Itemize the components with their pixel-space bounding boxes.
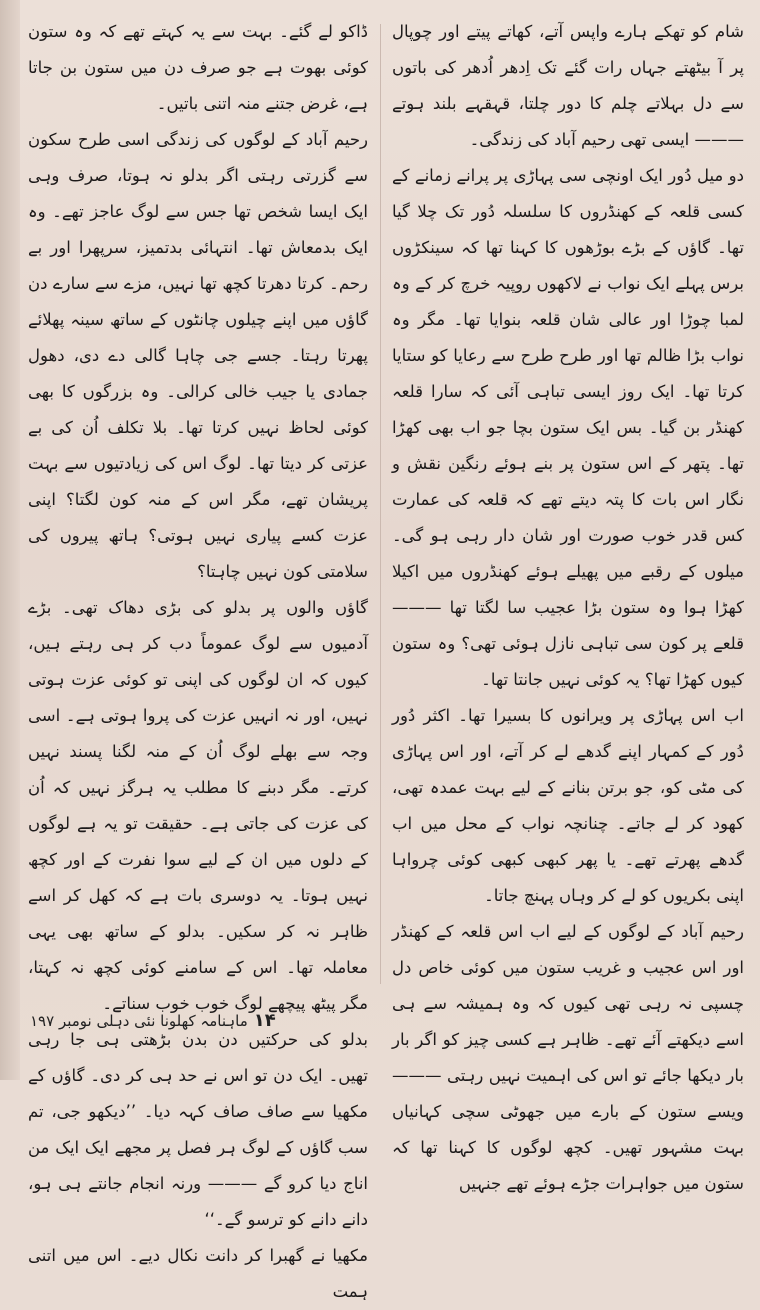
paragraph: شام کو تھکے ہارے واپس آتے، کھاتے پیتے اور چوپال پر آ بیٹھتے جہاں رات گئے تک اِدھر اُدھر کی باتوں سے دل بہلاتے چلم کا دور چلتا، قہقہے بلند ہوتے ——— ایسی تھی رحیم آباد کی زندگی۔ [392, 22, 744, 149]
issue-line: ماہنامہ کھلونا نئی دہلی نومبر ۱۹۷ [30, 1012, 248, 1030]
paragraph: گاؤں والوں پر بدلو کی بڑی دھاک تھی۔ بڑے آدمیوں سے لوگ عموماً دب کر ہی رہتے ہیں، کیوں کہ ان لوگوں کی اپنی تو کوئی عزت ہوتی نہیں، اور نہ انہیں عزت کی پروا ہوتی ہے۔ اسی وجہ سے بھلے لوگ اُن کے منہ لگنا پسند نہیں کرتے۔ مگر دبنے کا مطلب یہ ہرگز نہیں کہ اُن کی عزت کی جاتی ہے۔ حقیقت تو یہ ہے لوگوں کے دلوں میں ان کے لیے سوا نفرت کے اور کچھ نہیں ہوتا۔ یہ دوسری بات ہے کہ کھل کر اسے ظاہر نہ کر سکیں۔ بدلو کے ساتھ بھی یہی معاملہ تھا۔ اس کے سامنے کوئی کچھ نہ کہتا، مگر پیٹھ پیچھے لوگ خوب خوب سناتے۔ [28, 598, 368, 1013]
paragraph: ڈاکو لے گئے۔ بہت سے یہ کہتے تھے کہ وہ ستون کوئی بھوت ہے جو صرف دن میں ستون بن جاتا ہے، غرض جتنے منہ اتنی باتیں۔ [28, 22, 368, 113]
paragraph: دو میل دُور ایک اونچی سی پہاڑی پر پرانے زمانے کے کسی قلعہ کے کھنڈروں کا سلسلہ دُور تک چلا گیا تھا۔ گاؤں کے بڑے بوڑھوں کا کہنا تھا کہ سینکڑوں برس پہلے ایک نواب نے لاکھوں روپیہ خرچ کر کے وہ لمبا چوڑا اور عالی شان قلعہ بنوایا تھا۔ مگر وہ نواب بڑا ظالم تھا اور طرح طرح سے رعایا کو ستایا کرتا تھا۔ ایک روز ایسی تباہی آئی کہ سارا قلعہ کھنڈر بن گیا۔ بس ایک ستون بچا جو اب بھی کھڑا تھا۔ پتھر کے اس ستون پر بنے ہوئے رنگین نقش و نگار اس بات کا پتہ دیتے تھے کہ قلعہ کی عمارت کس قدر خوب صورت اور شان دار رہی ہو گی۔ میلوں کے رقبے میں پھیلے ہوئے کھنڈروں میں اکیلا کھڑا ہوا وہ ستون بڑا عجیب سا لگتا تھا ——— قلعے پر کون سی تباہی نازل ہوئی تھی؟ وہ ستون کیوں کھڑا تھا؟ یہ کوئی نہیں جانتا تھا۔ [392, 166, 744, 689]
page-footer [30, 1010, 276, 1031]
column-divider [380, 24, 381, 984]
paragraph: رحیم آباد کے لوگوں کی زندگی اسی طرح سکون سے گزرتی رہتی اگر بدلو نہ ہوتا، صرف وہی ایک ایسا شخص تھا جس سے لوگ عاجز تھے۔ وہ ایک بدمعاش تھا۔ انتہائی بدتمیز، سرپھرا اور بے رحم۔ کرتا دھرتا کچھ تھا نہیں، مزے سے سارے دن گاؤں میں اپنے چیلوں چانٹوں کے ساتھ سینہ پھلائے پھرتا رہتا۔ جسے جی چاہا گالی دے دی، دھول جمادی یا جیب خالی کرالی۔ وہ بزرگوں کا بھی کوئی لحاظ نہیں کرتا تھا۔ بلا تکلف اُن کی بے عزتی کر دیتا تھا۔ لوگ اس کی زیادتیوں سے بہت پریشان تھے، مگر اس کے منہ کون لگتا؟ اپنی عزت کسے پیاری نہیں ہوتی؟ ہاتھ پیروں کی سلامتی کون نہیں چاہتا؟ [28, 130, 368, 581]
paragraph: بدلو کی حرکتیں دن بدن بڑھتی ہی جا رہی تھیں۔ ایک دن تو اس نے حد ہی کر دی۔ گاؤں کے مکھیا سے صاف صاف کہہ دیا۔ ’’دیکھو جی، تم سب گاؤں کے لوگ ہر فصل پر مجھے ایک ایک من اناج دیا کرو گے ——— ورنہ انجام جانتے ہی ہو، دانے دانے کو ترسو گے۔‘‘ [28, 1030, 368, 1229]
page-number: ۱۴ [253, 1010, 276, 1031]
paragraph: رحیم آباد کے لوگوں کے لیے اب اس قلعہ کے کھنڈر اور اس عجیب و غریب ستون میں کوئی خاص دل چسپی نہ رہی تھی کیوں کہ وہ ہمیشہ سے ہی اسے دیکھتے آئے تھے۔ ظاہر ہے کسی چیز کو اگر بار بار دیکھا جائے تو اس کی اہمیت نہیں رہتی ——— ویسے ستون کے بارے میں جھوٹی سچی کہانیاں بہت مشہور تھیں۔ کچھ لوگوں کا کہنا تھا کہ ستون میں جواہرات جڑے ہوئے تھے جنہیں [392, 922, 744, 1193]
paragraph: اب اس پہاڑی پر ویرانوں کا بسیرا تھا۔ اکثر دُور دُور کے کمہار اپنے گدھے لے کر آتے، اور اس پہاڑی کی مٹی کو، جو برتن بنانے کے لیے بہت عمدہ تھی، کھود کر لے جاتے۔ چنانچہ نواب کے محل میں اب گدھے پھرتے تھے۔ یا پھر کبھی کبھی کوئی چرواہا اپنی بکریوں کو لے کر وہاں پہنچ جاتا۔ [392, 706, 744, 905]
right-column [392, 14, 744, 1202]
paragraph: مکھیا نے گھبرا کر دانت نکال دیے۔ اس میں اتنی ہمت [28, 1246, 368, 1301]
left-column [28, 14, 368, 1310]
binding-edge [0, 0, 20, 1080]
